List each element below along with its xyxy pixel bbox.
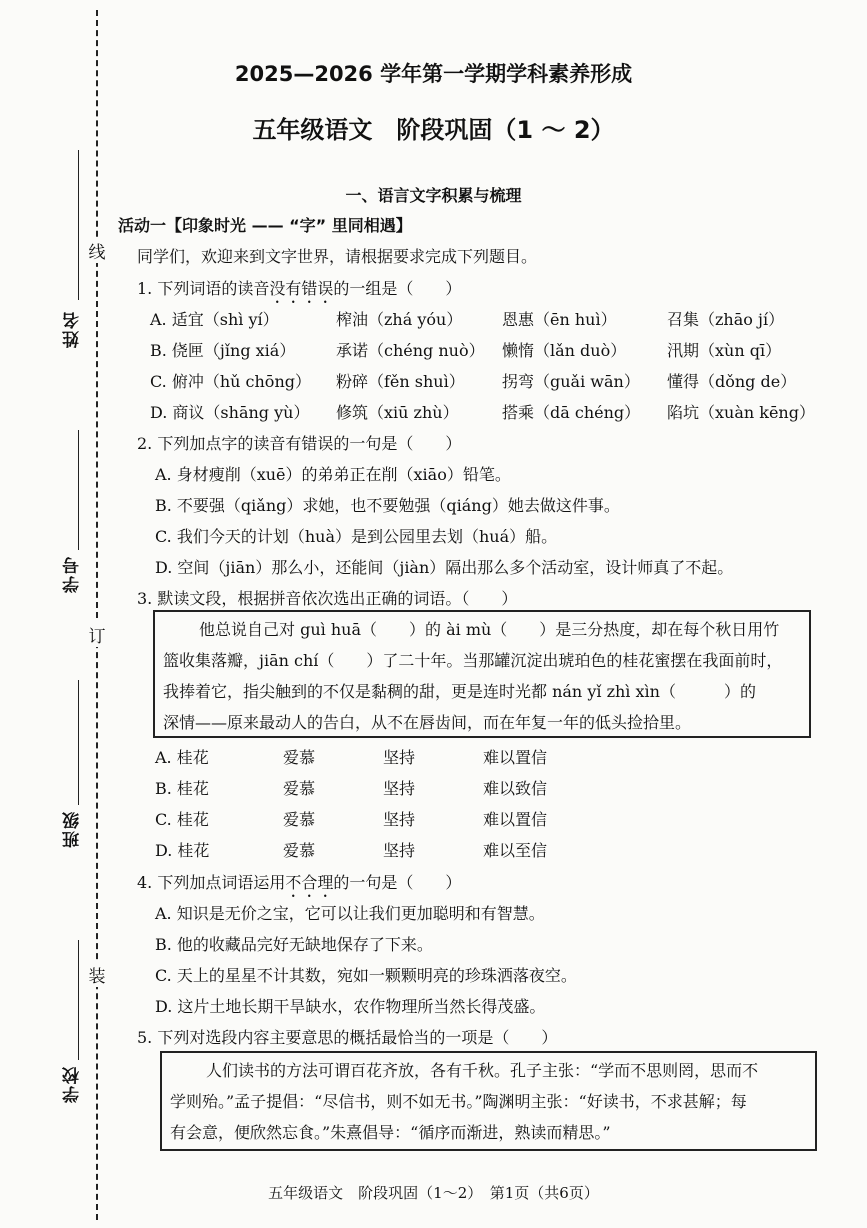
q5-passage-line-2: 学则殆。”孟子提倡：“尽信书，则不如无书。”陶渊明主张：“好读书，不求甚解；每 xyxy=(170,1092,747,1111)
q1-b-word-1: B. 侥匣（jǐng xiá） xyxy=(150,341,296,360)
binding-mark-xian: 线 xyxy=(86,238,108,263)
q3-passage-line-2: 篮收集落瓣，jiān chí（ ）了二十年。当那罐沉淀出琥珀色的桂花蜜摆在我面前时， xyxy=(163,651,783,670)
q4-option-d[interactable]: D. 这片土地长期干旱缺水，农作物理所当然长得茂盛。 xyxy=(155,997,546,1016)
section-heading: 一、语言文字积累与梳理 xyxy=(345,186,522,205)
q2-option-b[interactable]: B. 不要强（qiǎng）求她，也不要勉强（qiáng）她去做这件事。 xyxy=(155,496,620,515)
q2-option-d[interactable]: D. 空间（jiān）那么小，还能间（jiàn）隔出那么多个活动室，设计师真了不起。 xyxy=(155,558,734,577)
name-field-line xyxy=(78,150,79,300)
binding-mark-zhuang: 装 xyxy=(86,962,108,987)
q1-stem-emphasis: 没有错误 xyxy=(269,279,334,298)
activity-intro: 同学们，欢迎来到文字世界，请根据要求完成下列题目。 xyxy=(137,247,538,266)
q3-d-term-2: 爱慕 xyxy=(283,841,316,860)
q3-passage-line-4: 深情——原来最动人的告白，从不在唇齿间，而在年复一年的低头捡拾里。 xyxy=(163,713,692,732)
q1-c-word-2: 粉碎（fěn shuì） xyxy=(336,372,465,391)
q4-option-b[interactable]: B. 他的收藏品完好无缺地保存了下来。 xyxy=(155,935,433,954)
q1-option-row-c[interactable] xyxy=(150,369,830,397)
school-field[interactable] xyxy=(54,940,94,1120)
q3-passage-line-3: 我捧着它，指尖触到的不仅是黏稠的甜，更是连时光都 nán yǐ zhì xìn（ ）的 xyxy=(163,682,756,701)
question-5-stem: 5. 下列对选段内容主要意思的概括最恰当的一项是（ ） xyxy=(137,1028,558,1047)
q5-passage-box xyxy=(160,1051,817,1151)
q1-d-word-2: 修筑（xiū zhù） xyxy=(336,403,459,422)
q1-option-row-a[interactable] xyxy=(150,307,830,335)
name-label: 姓名 xyxy=(63,310,83,348)
q3-d-term-4: 难以至信 xyxy=(483,841,548,860)
q1-d-word-4: 陷坑（xuàn kēng） xyxy=(667,403,815,422)
q1-a-word-3: 恩惠（ēn huì） xyxy=(502,310,617,329)
q1-c-word-4: 懂得（dǒng de） xyxy=(667,372,797,391)
question-1-stem xyxy=(137,276,461,307)
q3-a-term-1: A. 桂花 xyxy=(155,748,209,767)
q3-b-term-4: 难以致信 xyxy=(483,779,548,798)
q1-d-word-3: 搭乘（dā chéng） xyxy=(502,403,641,422)
q4-stem-emphasis: 不合理 xyxy=(285,873,334,892)
q1-a-word-4: 召集（zhāo jí） xyxy=(667,310,785,329)
q3-option-c[interactable] xyxy=(155,807,655,833)
question-2-stem: 2. 下列加点字的读音有错误的一句是（ ） xyxy=(137,434,462,453)
q1-option-row-d[interactable] xyxy=(150,400,830,428)
name-field[interactable] xyxy=(54,150,94,360)
q3-d-term-1: D. 桂花 xyxy=(155,841,210,860)
q1-b-word-4: 汛期（xùn qī） xyxy=(667,341,782,360)
q3-c-term-2: 爱慕 xyxy=(283,810,316,829)
q1-b-word-2: 承诺（chéng nuò） xyxy=(336,341,485,360)
q3-passage-line-1: 他总说自己对 guì huā（ ）的 ài mù（ ）是三分热度，却在每个秋日用竹 xyxy=(199,620,780,639)
question-3-stem: 3. 默读文段，根据拼音依次选出正确的词语。（ ） xyxy=(137,589,518,608)
q4-option-a[interactable]: A. 知识是无价之宝，它可以让我们更加聪明和有智慧。 xyxy=(155,904,545,923)
q3-b-term-3: 坚持 xyxy=(383,779,416,798)
q1-b-word-3: 懒惰（lǎn duò） xyxy=(502,341,627,360)
student-id-label: 学号 xyxy=(63,555,83,593)
q4-option-c[interactable]: C. 天上的星星不计其数，宛如一颗颗明亮的珍珠洒落夜空。 xyxy=(155,966,577,985)
q3-a-term-3: 坚持 xyxy=(383,748,416,767)
q3-c-term-3: 坚持 xyxy=(383,810,416,829)
class-label: 班级 xyxy=(63,810,83,848)
q3-a-term-2: 爱慕 xyxy=(283,748,316,767)
q2-option-a[interactable]: A. 身材瘦削（xuē）的弟弟正在削（xiāo）铅笔。 xyxy=(155,465,511,484)
q5-passage-line-3: 有会意，便欣然忘食。”朱熹倡导：“循序而渐进，熟读而精思。” xyxy=(170,1123,611,1142)
q1-a-word-1: A. 适宜（shì yí） xyxy=(150,310,279,329)
question-4-stem xyxy=(137,870,461,901)
q1-stem-post: 的一组是（ ） xyxy=(333,279,462,298)
q1-c-word-3: 拐弯（guǎi wān） xyxy=(502,372,640,391)
q3-option-a[interactable] xyxy=(155,745,655,771)
q3-d-term-3: 坚持 xyxy=(383,841,416,860)
q3-option-b[interactable] xyxy=(155,776,655,802)
activity-title: 活动一【印象时光 —— “字” 里同相遇】 xyxy=(118,216,412,235)
student-id-line xyxy=(78,430,79,550)
q1-c-word-1: C. 俯冲（hǔ chōng） xyxy=(150,372,311,391)
q3-c-term-1: C. 桂花 xyxy=(155,810,209,829)
q5-passage-line-1: 人们读书的方法可谓百花齐放，各有千秋。孔子主张：“学而不思则罔，思而不 xyxy=(206,1061,759,1080)
q4-stem-post: 的一句是（ ） xyxy=(333,873,462,892)
q2-option-c[interactable]: C. 我们今天的计划（huà）是到公园里去划（huá）船。 xyxy=(155,527,558,546)
q3-a-term-4: 难以置信 xyxy=(483,748,548,767)
q3-c-term-4: 难以置信 xyxy=(483,810,548,829)
student-id-field[interactable] xyxy=(54,430,94,610)
class-field[interactable] xyxy=(54,680,94,850)
q3-passage-box xyxy=(153,610,811,738)
exam-title: 2025—2026 学年第一学期学科素养形成 xyxy=(234,62,633,86)
q1-option-row-b[interactable] xyxy=(150,338,830,366)
page-footer: 五年级语文 阶段巩固（1～2） 第1页（共6页） xyxy=(268,1184,599,1202)
q1-d-word-1: D. 商议（shāng yù） xyxy=(150,403,310,422)
school-field-line xyxy=(78,940,79,1060)
q3-b-term-1: B. 桂花 xyxy=(155,779,209,798)
binding-mark-ding: 订 xyxy=(86,622,108,647)
q3-option-d[interactable] xyxy=(155,838,655,864)
exam-subtitle: 五年级语文 阶段巩固（1 ～ 2） xyxy=(252,116,615,144)
class-field-line xyxy=(78,680,79,805)
q1-stem-pre: 1. 下列词语的读音 xyxy=(137,279,270,298)
q3-b-term-2: 爱慕 xyxy=(283,779,316,798)
school-label: 学校 xyxy=(63,1065,83,1103)
q4-stem-pre: 4. 下列加点词语运用 xyxy=(137,873,286,892)
q1-a-word-2: 榨油（zhá yóu） xyxy=(336,310,463,329)
